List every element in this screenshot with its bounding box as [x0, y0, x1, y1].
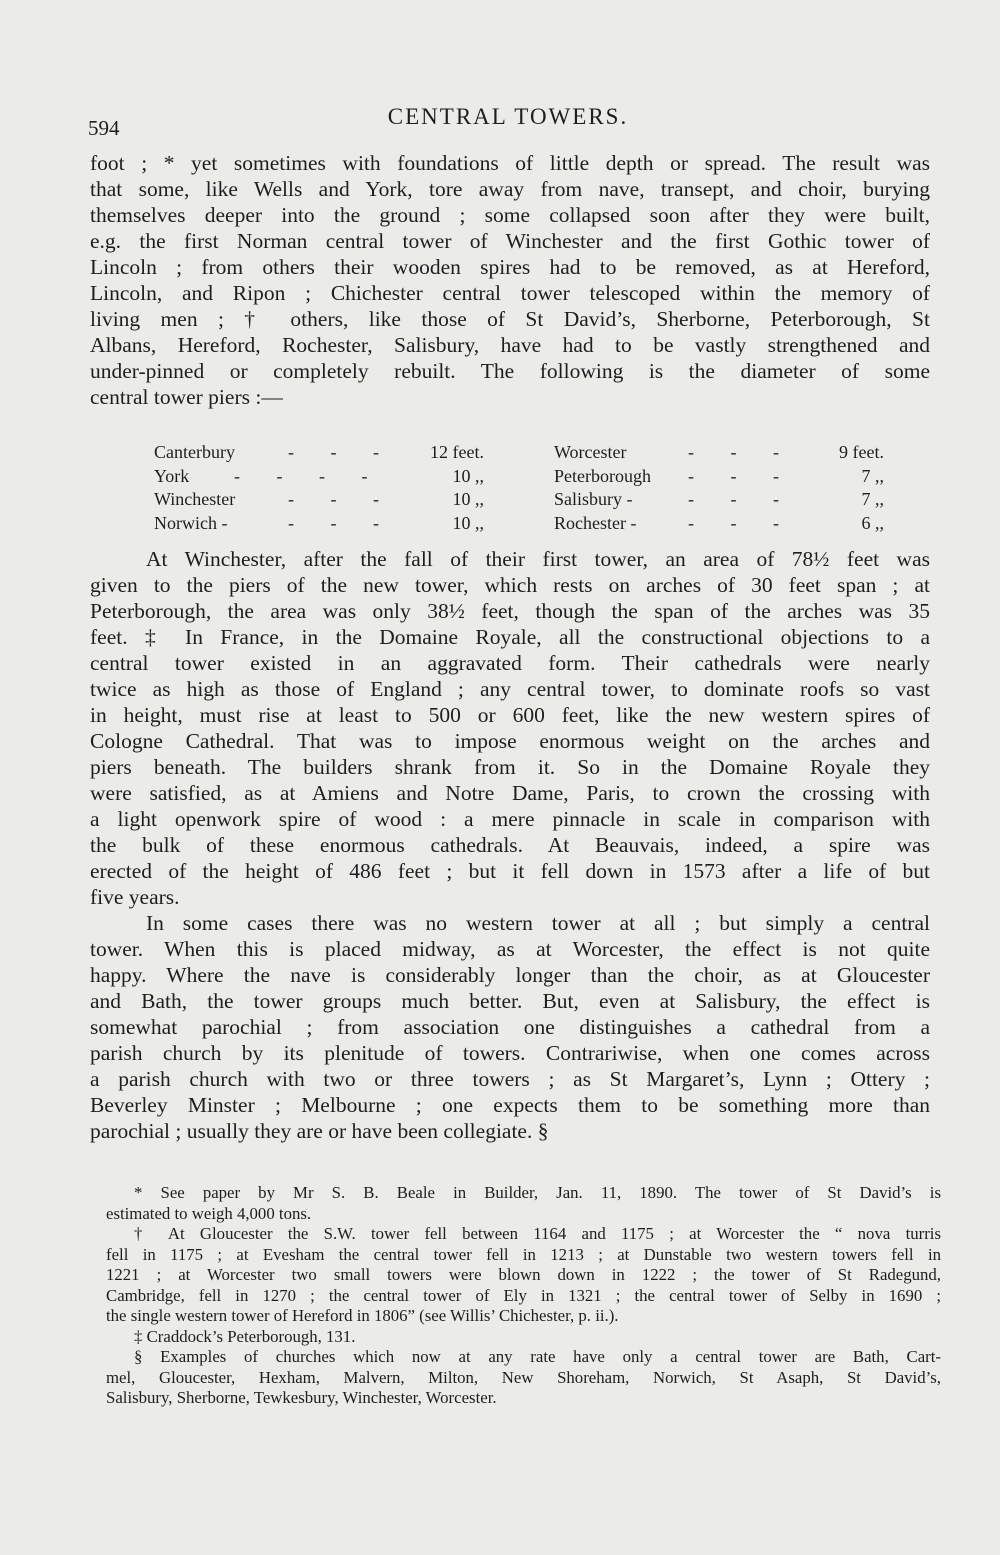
pier-leader: - - - -	[234, 465, 384, 486]
pier-column-right	[554, 442, 884, 536]
pier-diameter: 7 ,,	[861, 489, 884, 509]
pier-cathedral: York	[154, 465, 190, 486]
pier-diameter: 12 feet.	[430, 442, 484, 462]
text-line: foot ; * yet sometimes with foundations of little depth or spread. The result was	[90, 151, 930, 175]
pier-diameter: 10 ,,	[452, 489, 484, 509]
text-line: parochial ; usually they are or have been collegiate. §	[90, 1119, 549, 1143]
pier-diameter: 10 ,,	[452, 465, 484, 486]
footnote-line: estimated to weigh 4,000 tons.	[106, 1203, 312, 1223]
pier-row	[154, 442, 484, 466]
text-line: erected of the height of 486 feet ; but it fell down in 1573 after a life of but	[90, 859, 930, 883]
pier-leader: - - -	[688, 489, 795, 509]
text-line: e.g. the first Norman central tower of Winchester and the first Gothic tower of	[90, 229, 930, 253]
pier-diameter-table	[154, 442, 894, 538]
text-line: a parish church with two or three towers ; as St Margaret’s, Lynn ; Ottery ;	[90, 1067, 930, 1091]
pier-row	[154, 466, 484, 490]
text-line: central tower piers :—	[90, 385, 283, 409]
pier-row	[554, 466, 884, 490]
text-line: the bulk of these enormous cathedrals. At Beauvais, indeed, a spire was	[90, 833, 930, 857]
pier-cathedral: Canterbury	[154, 442, 235, 462]
text-line: living men ; † others, like those of St David’s, Sherborne, Peterborough, St	[90, 307, 930, 331]
paragraph-3	[90, 910, 930, 1144]
text-line: Cologne Cathedral. That was to impose enormous weight on the arches and	[90, 729, 930, 753]
footnote-line: ‡ Craddock’s Peterborough, 131.	[134, 1326, 356, 1346]
page-header	[88, 104, 928, 144]
text-line: Beverley Minster ; Melbourne ; one expects them to be something more than	[90, 1093, 930, 1117]
footnote-line: fell in 1175 ; at Evesham the central tower fell in 1213 ; at Dunstable two western towers fell in	[106, 1244, 941, 1264]
text-line: parish church by its plenitude of towers. Contrariwise, when one comes across	[90, 1041, 930, 1065]
paragraph-1	[90, 150, 930, 410]
text-line: were satisfied, as at Amiens and Notre Dame, Paris, to crown the crossing with	[90, 781, 930, 805]
pier-row	[154, 489, 484, 513]
footnote-line: † At Gloucester the S.W. tower fell between 1164 and 1175 ; at Worcester the “ nova turris	[134, 1224, 941, 1243]
text-line: given to the piers of the new tower, which rests on arches of 30 feet span ; at	[90, 573, 930, 597]
page-number: 594	[88, 116, 120, 140]
pier-leader: - - -	[288, 512, 395, 533]
pier-row	[154, 513, 484, 537]
text-line: themselves deeper into the ground ; some collapsed soon after they were built,	[90, 203, 930, 227]
pier-row	[554, 489, 884, 513]
pier-cathedral: Norwich -	[154, 512, 228, 533]
pier-row	[554, 442, 884, 466]
footnote-line: Salisbury, Sherborne, Tewkesbury, Winchester, Worcester.	[106, 1388, 497, 1407]
pier-leader: - - -	[688, 465, 795, 486]
text-line: At Winchester, after the fall of their first tower, an area of 78½ feet was	[146, 547, 930, 571]
pier-leader: - - -	[688, 512, 795, 533]
pier-leader: - - -	[288, 489, 395, 509]
text-line: twice as high as those of England ; any central tower, to dominate roofs so vast	[90, 677, 930, 701]
pier-diameter: 10 ,,	[452, 512, 484, 533]
running-head: CENTRAL TOWERS.	[387, 104, 629, 129]
pier-leader: - - -	[288, 442, 395, 462]
pier-cathedral: Peterborough	[554, 465, 651, 486]
text-line: In some cases there was no western tower at all ; but simply a central	[146, 911, 930, 935]
text-line: piers beneath. The builders shrank from it. So in the Domaine Royale they	[90, 755, 930, 779]
text-line: under-pinned or completely rebuilt. The following is the diameter of some	[90, 359, 930, 383]
pier-column-left	[154, 442, 484, 536]
pier-cathedral: Salisbury -	[554, 489, 633, 509]
footnote-asterisk	[106, 1183, 941, 1224]
pier-leader: - - -	[688, 442, 795, 462]
pier-cathedral: Winchester	[154, 489, 236, 509]
pier-diameter: 7 ,,	[861, 465, 884, 486]
footnotes	[106, 1183, 941, 1409]
footnote-line: Cambridge, fell in 1270 ; the central tower of Ely in 1321 ; the central tower of Selby in 1690 ;	[106, 1285, 941, 1305]
text-line: Peterborough, the area was only 38½ feet, though the span of the arches was 35	[90, 599, 930, 623]
footnote-line: the single western tower of Hereford in 1806” (see Willis’ Chichester, p. ii.).	[106, 1306, 619, 1325]
text-line: five years.	[90, 885, 180, 909]
text-line: in height, must rise at least to 500 or 600 feet, like the new western spires of	[90, 703, 930, 727]
text-line: Lincoln, and Ripon ; Chichester central tower telescoped within the memory of	[90, 281, 930, 305]
text-line: feet. ‡ In France, in the Domaine Royale, all the constructional objections to a	[90, 625, 930, 649]
text-line: a light openwork spire of wood : a mere pinnacle in scale in comparison with	[90, 807, 930, 831]
footnote-line: § Examples of churches which now at any rate have only a central tower are Bath, Cart-	[134, 1347, 941, 1366]
footnote-section	[106, 1347, 941, 1409]
main-text	[90, 150, 930, 1144]
text-line: somewhat parochial ; from association one distinguishes a cathedral from a	[90, 1015, 930, 1039]
footnote-line: mel, Gloucester, Hexham, Malvern, Milton, New Shoreham, Norwich, St Asaph, St David’s,	[106, 1367, 941, 1387]
text-line: tower. When this is placed midway, as at Worcester, the effect is not quite	[90, 937, 930, 961]
text-line: Albans, Hereford, Rochester, Salisbury, have had to be vastly strengthened and	[90, 333, 930, 357]
text-line: Lincoln ; from others their wooden spires had to be removed, as at Hereford,	[90, 255, 930, 279]
footnote-double-dagger	[106, 1327, 941, 1348]
footnote-dagger	[106, 1224, 941, 1327]
pier-row	[554, 513, 884, 537]
pier-cathedral: Worcester	[554, 442, 627, 462]
text-line: that some, like Wells and York, tore away from nave, transept, and choir, burying	[90, 177, 930, 201]
footnote-line: 1221 ; at Worcester two small towers were blown down in 1222 ; the tower of St Radegund,	[106, 1265, 941, 1284]
pier-diameter: 9 feet.	[839, 442, 884, 462]
pier-cathedral: Rochester -	[554, 512, 637, 533]
text-line: happy. Where the nave is considerably longer than the choir, as at Gloucester	[90, 963, 930, 987]
footnote-line: * See paper by Mr S. B. Beale in Builder, Jan. 11, 1890. The tower of St David’s is	[134, 1183, 941, 1202]
text-line: central tower existed in an aggravated form. Their cathedrals were nearly	[90, 651, 930, 675]
paragraph-2	[90, 546, 930, 910]
pier-diameter: 6 ,,	[861, 512, 884, 533]
text-line: and Bath, the tower groups much better. But, even at Salisbury, the effect is	[90, 989, 930, 1013]
